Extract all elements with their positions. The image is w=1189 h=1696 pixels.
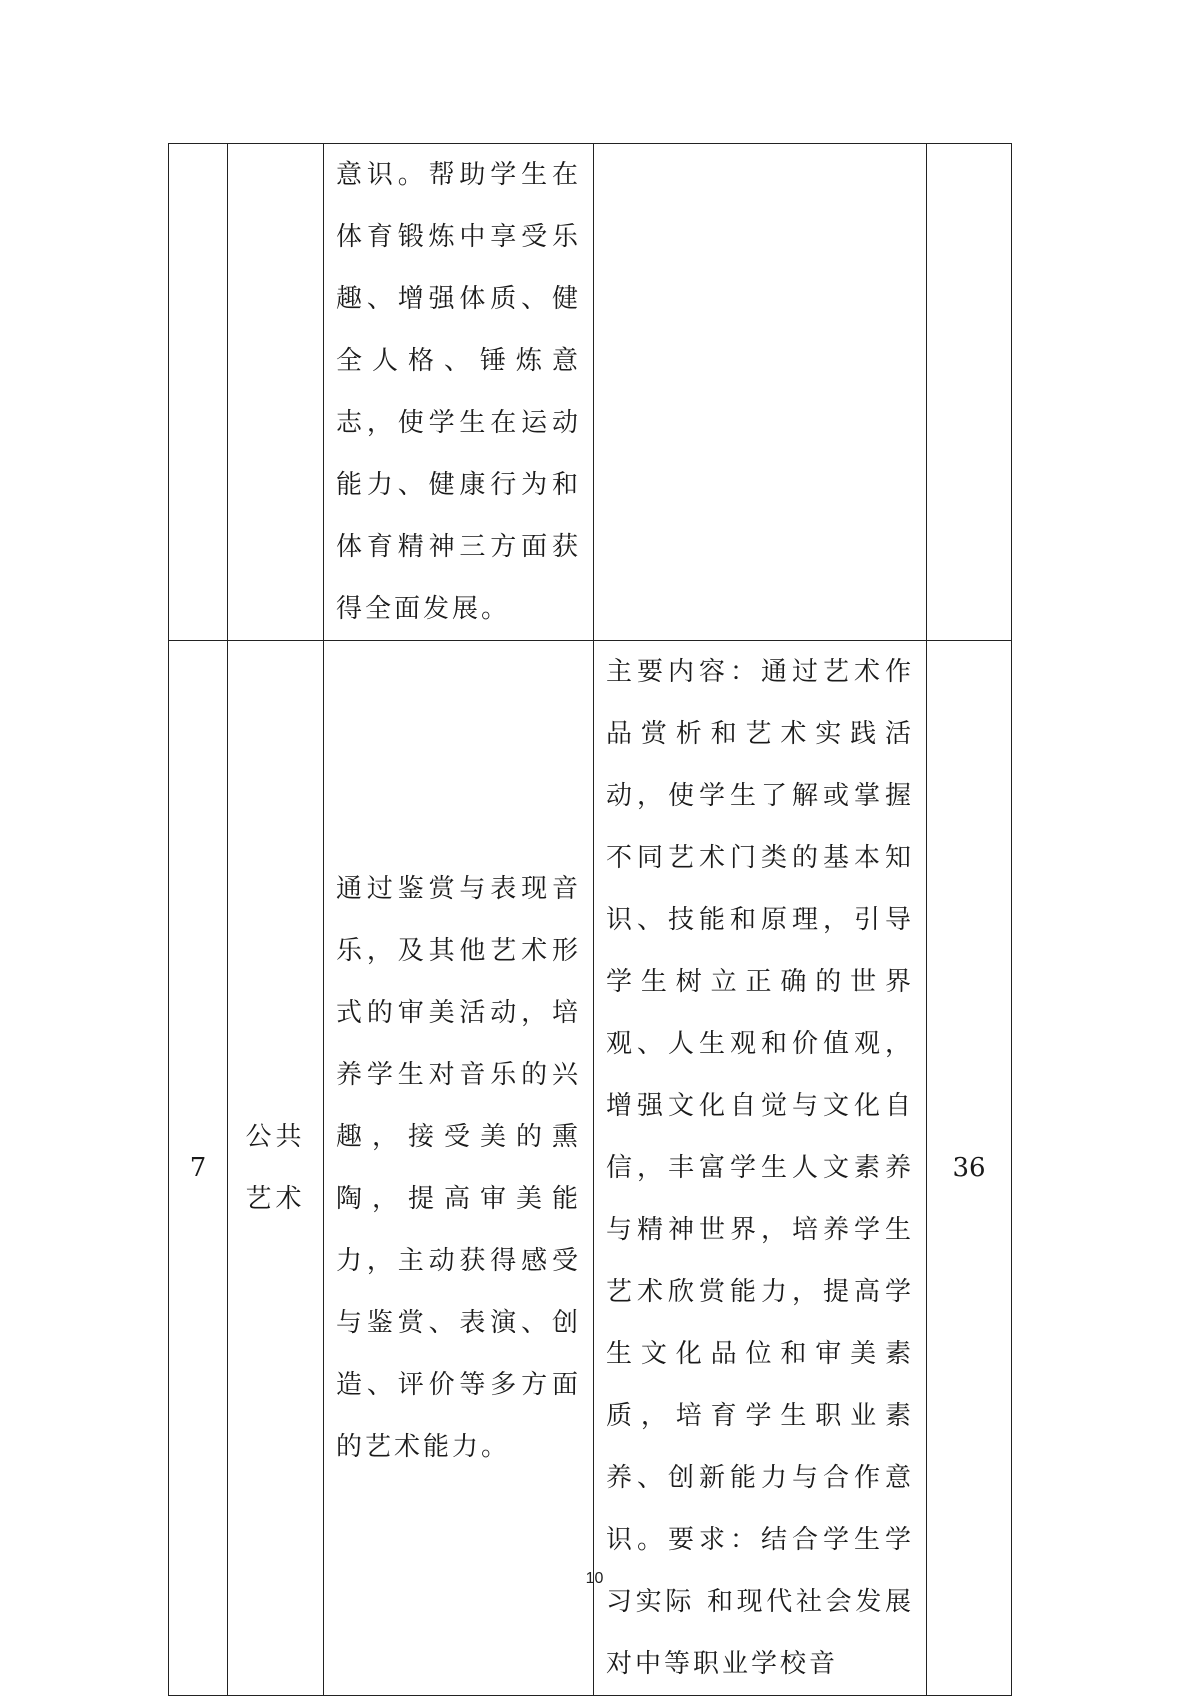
- course-content-cell: [594, 144, 927, 641]
- table-row: [169, 641, 1012, 1696]
- course-number: 7: [189, 1153, 207, 1183]
- course-content: 主要内容：通过艺术作品赏析和艺术实践活动，使学生了解或掌握不同艺术门类的基本知识、技能和原理，引导学生树立正确的世界观、人生观和价值观，增强文化自觉与文化自信，丰富学生人文素养与精神世界，培养学生艺术欣赏能力，提高学生文化品位和审美素质，培育学生职业素养、创新能力与合作意识。要求：结合学生学习实际 和现代社会发展对中等职业学校音: [606, 657, 914, 1679]
- course-name-cell: [228, 641, 324, 1696]
- course-hours: 36: [952, 1153, 986, 1183]
- course-content-cell: [594, 641, 927, 1696]
- table-row: [169, 144, 1012, 641]
- course-hours-cell: [927, 641, 1012, 1696]
- page-number: 10: [585, 1570, 604, 1587]
- course-objective: 通过鉴赏与表现音乐，及其他艺术形式的审美活动，培养学生对音乐的兴趣，接受美的熏陶，提高审美能力，主动获得感受与鉴赏、表演、创造、评价等多方面的艺术能力。: [336, 874, 581, 1462]
- course-table: [168, 143, 1012, 1696]
- course-name: 公共艺术: [245, 1122, 306, 1214]
- course-objective-cell: [324, 144, 594, 641]
- course-name-cell: [228, 144, 324, 641]
- course-objective: 意识。帮助学生在体育锻炼中享受乐趣、增强体质、健全人格、锤炼意志，使学生在运动能力、健康行为和体育精神三方面获得全面发展。: [336, 160, 581, 624]
- course-number-cell: [169, 144, 228, 641]
- course-number-cell: [169, 641, 228, 1696]
- course-objective-cell: [324, 641, 594, 1696]
- course-hours-cell: [927, 144, 1012, 641]
